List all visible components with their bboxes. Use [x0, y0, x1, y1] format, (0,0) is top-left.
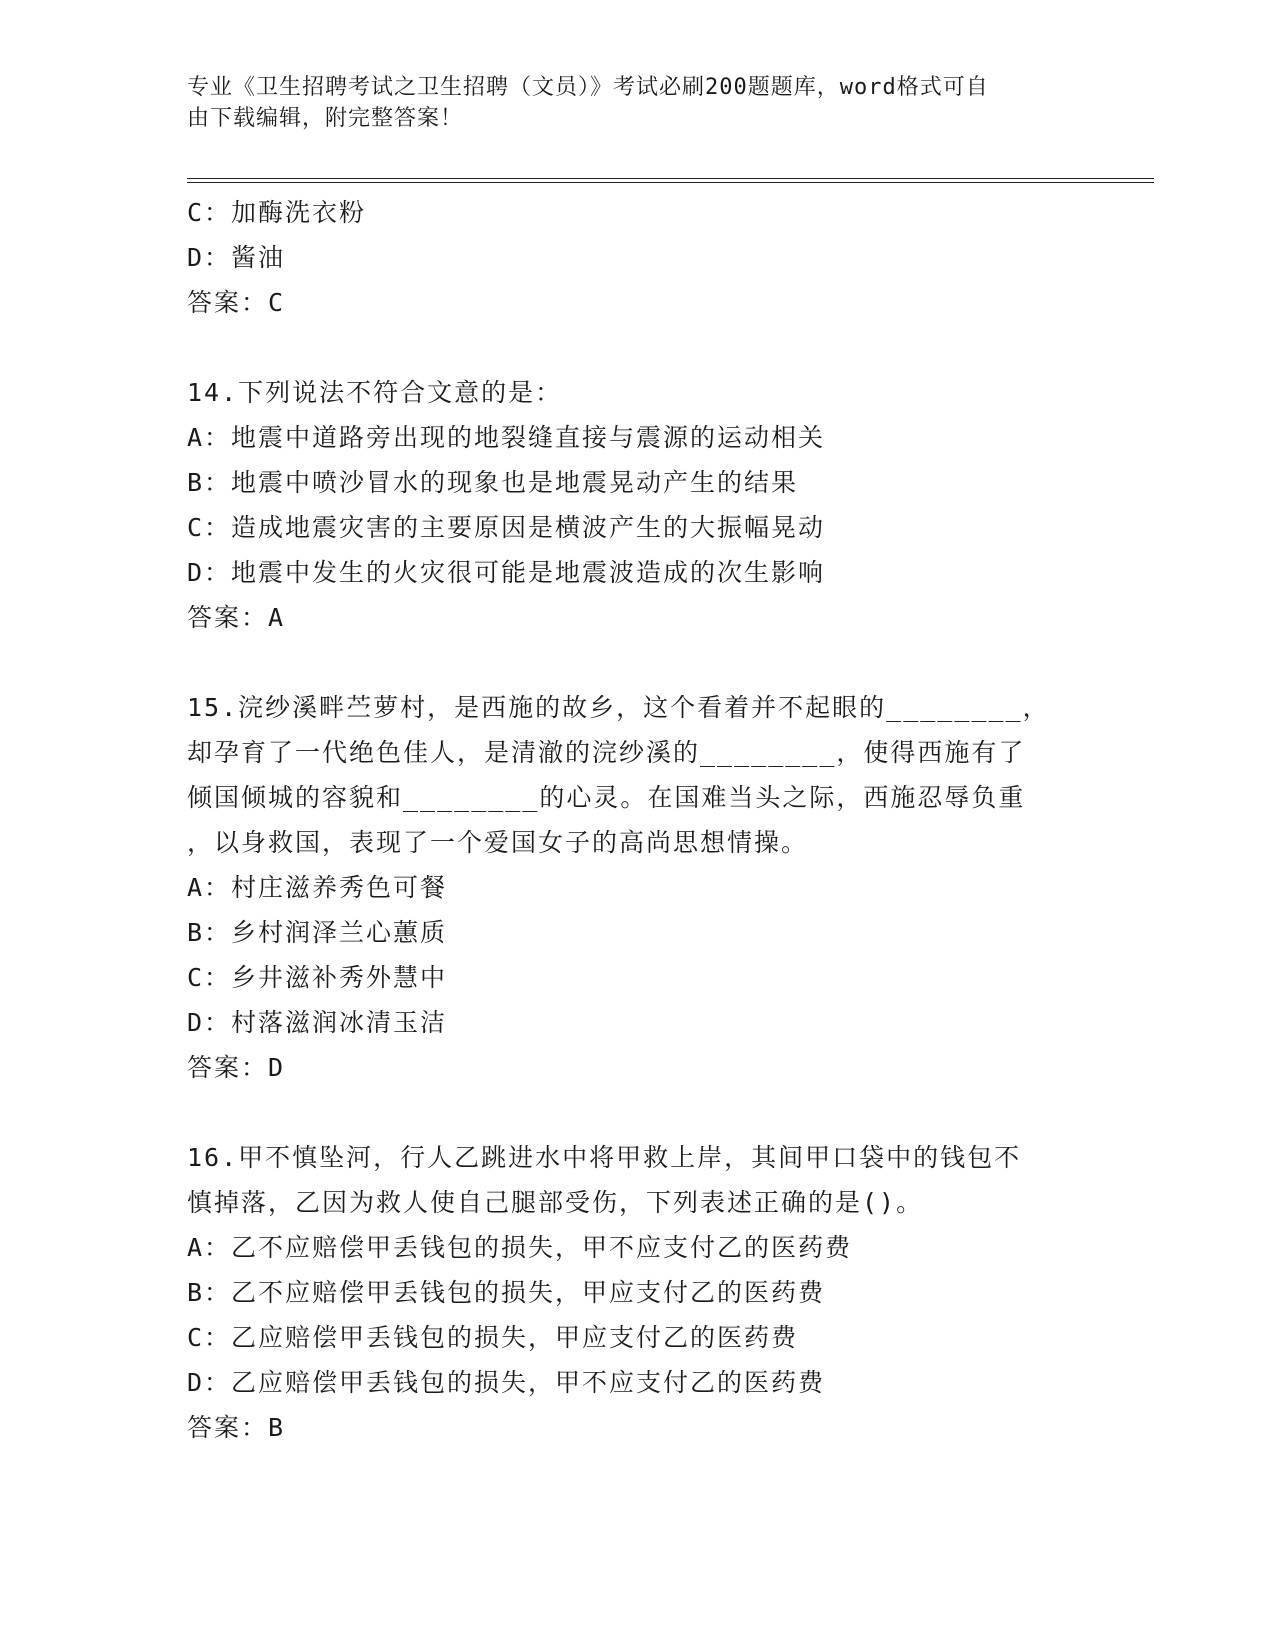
option-b: B：地震中喷沙冒水的现象也是地震晃动产生的结果 [187, 468, 799, 497]
option-a: A：地震中道路旁出现的地裂缝直接与震源的运动相关 [187, 423, 826, 452]
spacer [187, 1090, 1087, 1135]
spacer [187, 640, 1087, 685]
header-line-2: 由下载编辑，附完整答案！ [187, 106, 464, 131]
option-b: B：乙不应赔偿甲丢钱包的损失，甲应支付乙的医药费 [187, 1278, 826, 1307]
question-list [187, 190, 1087, 1450]
question-16 [187, 1135, 1087, 1450]
question-stem: 14.下列说法不符合文意的是： [187, 378, 563, 407]
question-stem-line: 倾国倾城的容貌和________的心灵。在国难当头之际，西施忍辱负重 [187, 783, 1026, 812]
document-header [187, 72, 1067, 134]
header-divider [187, 178, 1154, 183]
header-line-1: 专业《卫生招聘考试之卫生招聘（文员）》考试必刷200题题库，word格式可自 [187, 75, 989, 100]
question-stem-line: 慎掉落，乙因为救人使自己腿部受伤，下列表述正确的是()。 [187, 1188, 924, 1217]
answer-line: 答案：B [187, 1413, 286, 1442]
option-d: D：地震中发生的火灾很可能是地震波造成的次生影响 [187, 558, 826, 587]
question-stem-line: 15.浣纱溪畔苎萝村，是西施的故乡，这个看着并不起眼的________， [187, 693, 1050, 722]
question-stem-line: ，以身救国，表现了一个爱国女子的高尚思想情操。 [187, 828, 809, 857]
option-d: D：乙应赔偿甲丢钱包的损失，甲不应支付乙的医药费 [187, 1368, 826, 1397]
answer-line: 答案：C [187, 288, 286, 317]
option-a: A：村庄滋养秀色可餐 [187, 873, 448, 902]
question-13-tail [187, 190, 1087, 325]
answer-line: 答案：D [187, 1053, 286, 1082]
question-stem-line: 16.甲不慎坠河，行人乙跳进水中将甲救上岸，其间甲口袋中的钱包不 [187, 1143, 1022, 1172]
option-c: C：乙应赔偿甲丢钱包的损失，甲应支付乙的医药费 [187, 1323, 799, 1352]
answer-line: 答案：A [187, 603, 286, 632]
option-b: B：乡村润泽兰心蕙质 [187, 918, 448, 947]
option-c: C：加酶洗衣粉 [187, 198, 367, 227]
option-d: D：酱油 [187, 243, 286, 272]
option-c: C：乡井滋补秀外慧中 [187, 963, 448, 992]
spacer [187, 325, 1087, 370]
option-a: A：乙不应赔偿甲丢钱包的损失，甲不应支付乙的医药费 [187, 1233, 853, 1262]
question-stem-line: 却孕育了一代绝色佳人，是清澈的浣纱溪的________，使得西施有了 [187, 738, 1026, 767]
option-c: C：造成地震灾害的主要原因是横波产生的大振幅晃动 [187, 513, 826, 542]
question-14 [187, 370, 1087, 640]
question-15 [187, 685, 1087, 1090]
option-d: D：村落滋润冰清玉洁 [187, 1008, 448, 1037]
